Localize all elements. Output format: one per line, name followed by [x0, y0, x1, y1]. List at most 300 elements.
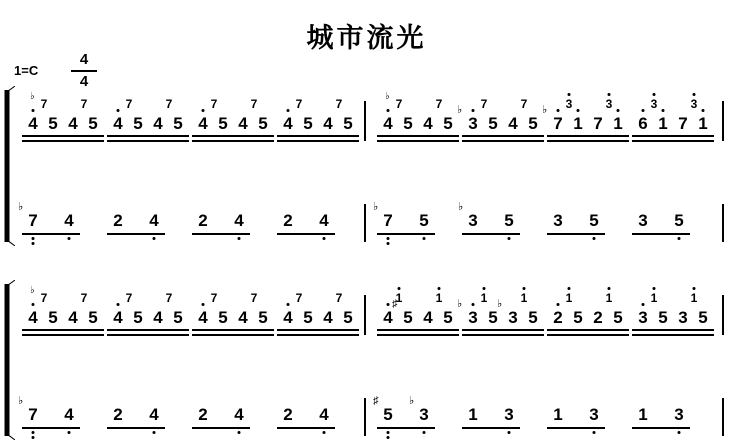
- note-digit: 4: [64, 211, 74, 230]
- sixteenth-beam: [22, 329, 104, 336]
- note-digit: 5: [303, 114, 313, 133]
- note: [146, 211, 162, 231]
- note-pair: [192, 405, 250, 429]
- beat-slot: [373, 395, 459, 429]
- octave-dot-below: [32, 431, 35, 434]
- note: [457, 104, 482, 134]
- note-digit: 5: [133, 114, 143, 133]
- eighth-beam: [107, 233, 165, 235]
- note-digit: 5: [258, 114, 268, 133]
- note: [497, 298, 522, 328]
- note: [435, 291, 457, 328]
- note-pair: [277, 211, 335, 235]
- note-pair-notes: [632, 405, 690, 425]
- measure: [377, 291, 714, 336]
- note-digit: 5: [443, 308, 453, 327]
- note-digit: 5: [443, 114, 453, 133]
- note-pair: [18, 201, 80, 235]
- beat-group: [377, 291, 459, 336]
- grace-note: [160, 98, 178, 110]
- note-pair: [632, 211, 690, 235]
- note: [194, 114, 212, 134]
- octave-dot-below: [323, 237, 326, 240]
- grace-note: [475, 98, 493, 110]
- note-pair: [458, 201, 520, 235]
- eighth-beam: [377, 233, 435, 235]
- octave-dot-below: [68, 431, 71, 434]
- beat-group: [457, 97, 544, 142]
- note: [416, 211, 432, 231]
- sixteenth-beam: [277, 329, 359, 336]
- grace-note: [685, 98, 703, 110]
- note: [250, 291, 272, 328]
- note: [690, 291, 712, 328]
- note-digit: 1: [698, 114, 708, 133]
- note-digit: 1: [553, 405, 563, 424]
- note: [280, 405, 296, 425]
- octave-dot-below: [387, 436, 390, 439]
- accidental-flat-icon: ♭: [457, 104, 463, 116]
- note: [586, 211, 602, 231]
- beat-group-notes: [192, 291, 274, 328]
- sixteenth-beam: [547, 135, 629, 142]
- octave-dot-above: [608, 93, 611, 96]
- note-pair: [547, 211, 605, 235]
- time-signature-denominator: 4: [79, 73, 89, 90]
- note: [674, 308, 692, 328]
- note: [231, 405, 247, 425]
- note: [165, 291, 187, 328]
- sixteenth-beam: [192, 135, 274, 142]
- grace-digit: 7: [435, 97, 443, 111]
- grace-digit: 7: [125, 97, 133, 111]
- note: [674, 114, 692, 134]
- octave-dot-below: [508, 237, 511, 240]
- octave-dot-above: [653, 93, 656, 96]
- note: [480, 291, 502, 328]
- note: [634, 308, 652, 328]
- grace-digit: 1: [480, 291, 488, 305]
- accidental-flat-icon: ♭: [409, 395, 415, 407]
- note: [650, 97, 672, 134]
- note: [61, 211, 77, 231]
- note-digit: 5: [698, 308, 708, 327]
- beat-slot: [547, 211, 629, 235]
- accidental-flat-icon: ♭: [18, 395, 24, 407]
- note-digit: 2: [198, 211, 208, 230]
- grace-note: [75, 292, 93, 304]
- note-digit: 3: [468, 211, 478, 230]
- grace-note: [685, 292, 703, 304]
- note-digit: 5: [303, 308, 313, 327]
- beat-group: [192, 97, 274, 142]
- grace-digit: 3: [650, 97, 658, 111]
- note: [319, 114, 337, 134]
- note-digit: 5: [133, 308, 143, 327]
- grace-digit: 7: [210, 291, 218, 305]
- barline: [722, 295, 724, 335]
- note: [30, 91, 62, 134]
- grace-digit: 7: [250, 97, 258, 111]
- note: [565, 291, 587, 328]
- octave-dot-below: [238, 237, 241, 240]
- beat-group: [192, 291, 274, 336]
- note-digit: 4: [153, 114, 163, 133]
- grace-digit: 7: [125, 291, 133, 305]
- grace-note: [30, 91, 53, 111]
- accidental-flat-icon: ♭: [458, 201, 464, 213]
- sixteenth-beam: [632, 329, 714, 336]
- note-digit: 5: [343, 114, 353, 133]
- barline: [364, 101, 366, 141]
- beat-group-notes: [277, 291, 359, 328]
- note-digit: 5: [173, 308, 183, 327]
- grace-note: [645, 98, 663, 110]
- grace-digit: 7: [295, 291, 303, 305]
- note-digit: 4: [283, 114, 293, 133]
- grace-digit: 1: [520, 291, 528, 305]
- note: [635, 211, 651, 231]
- octave-dot-below: [508, 431, 511, 434]
- note: [110, 405, 126, 425]
- grace-digit: 1: [435, 291, 443, 305]
- beat-group: [542, 97, 629, 142]
- grace-note: [290, 98, 308, 110]
- note-pair: [192, 211, 250, 235]
- eighth-beam: [277, 233, 335, 235]
- measure: [18, 395, 359, 429]
- beat-group: [107, 97, 189, 142]
- eighth-beam: [192, 233, 250, 235]
- beat-group-notes: [457, 291, 544, 328]
- note-pair: [547, 405, 605, 429]
- note-digit: 7: [28, 211, 38, 230]
- grace-digit: 1: [565, 291, 573, 305]
- note-digit: 4: [238, 114, 248, 133]
- note-digit: 4: [319, 211, 329, 230]
- note: [671, 405, 687, 425]
- note-digit: 5: [383, 405, 393, 424]
- octave-dot-below: [323, 431, 326, 434]
- key-signature: 1=C: [14, 63, 39, 78]
- octave-dot-below: [153, 431, 156, 434]
- octave-dot-below: [32, 237, 35, 240]
- note: [279, 308, 297, 328]
- grace-digit: 3: [565, 97, 573, 111]
- grace-note: [560, 98, 578, 110]
- octave-dot-above: [653, 287, 656, 290]
- melody-staff: [18, 285, 730, 336]
- grace-note: [560, 292, 578, 304]
- note-pair: [632, 405, 690, 429]
- barline: [722, 398, 724, 436]
- note-pair: [107, 405, 165, 429]
- sixteenth-beam: [547, 329, 629, 336]
- note-digit: 4: [283, 308, 293, 327]
- note: [385, 91, 417, 134]
- note: [458, 201, 481, 231]
- note: [149, 308, 167, 328]
- note-digit: 5: [658, 308, 668, 327]
- accidental-sharp-icon: ♯: [373, 395, 379, 407]
- beat-group: [22, 91, 104, 142]
- note: [18, 201, 41, 231]
- note: [379, 308, 397, 328]
- eighth-beam: [547, 427, 605, 429]
- grace-digit: 7: [80, 97, 88, 111]
- note: [392, 291, 417, 328]
- beat-group: [277, 97, 359, 142]
- note-digit: 2: [113, 211, 123, 230]
- grace-note: [515, 292, 533, 304]
- bass-staff: [18, 201, 730, 237]
- note-digit: 3: [468, 114, 478, 133]
- note-pair: [373, 201, 435, 235]
- grace-note: [30, 285, 53, 305]
- beat-slot: [277, 211, 359, 235]
- note-digit: 5: [488, 114, 498, 133]
- grace-note: [245, 292, 263, 304]
- note: [465, 405, 481, 425]
- note-pair-notes: [547, 405, 605, 425]
- note-pair-notes: [547, 211, 605, 231]
- accidental-flat-icon: ♭: [30, 91, 35, 102]
- grace-note: [120, 98, 138, 110]
- octave-dot-below: [593, 431, 596, 434]
- beat-group-notes: [22, 91, 104, 134]
- grace-digit: 7: [40, 97, 48, 111]
- accidental-flat-icon: ♭: [385, 91, 390, 102]
- note: [231, 211, 247, 231]
- note: [195, 211, 211, 231]
- octave-dot-above: [398, 287, 401, 290]
- grace-note: [330, 292, 348, 304]
- note: [409, 395, 432, 425]
- note: [635, 405, 651, 425]
- sixteenth-beam: [377, 135, 459, 142]
- grace-digit: 1: [690, 291, 698, 305]
- sixteenth-beam: [632, 135, 714, 142]
- sixteenth-beam: [462, 329, 544, 336]
- note: [234, 308, 252, 328]
- note: [605, 291, 627, 328]
- measure: [22, 285, 359, 336]
- note-digit: 2: [198, 405, 208, 424]
- note-pair-notes: [107, 211, 165, 231]
- sixteenth-beam: [277, 135, 359, 142]
- note: [542, 104, 567, 134]
- song-title: 城市流光: [306, 23, 427, 54]
- note-digit: 5: [218, 308, 228, 327]
- note-digit: 3: [419, 405, 429, 424]
- octave-dot-above: [438, 287, 441, 290]
- note-digit: 5: [48, 308, 58, 327]
- note: [295, 97, 317, 134]
- note-pair: [18, 395, 80, 429]
- note: [419, 114, 437, 134]
- note: [125, 97, 147, 134]
- grace-note: [645, 292, 663, 304]
- grace-digit: 3: [690, 97, 698, 111]
- beat-group-notes: [457, 97, 544, 134]
- grace-note: [160, 292, 178, 304]
- note-pair-notes: [458, 201, 520, 231]
- note-digit: 1: [573, 114, 583, 133]
- note-digit: 4: [28, 308, 38, 327]
- grace-digit: 1: [395, 291, 403, 305]
- note: [280, 211, 296, 231]
- beat-slot: [462, 405, 544, 429]
- sixteenth-beam: [107, 329, 189, 336]
- beat-slot: [458, 201, 544, 235]
- beat-slot: [107, 405, 189, 429]
- grace-digit: 1: [650, 291, 658, 305]
- accidental-sharp-icon: ♯: [392, 298, 398, 310]
- note: [24, 114, 42, 134]
- note-pair-notes: [632, 211, 690, 231]
- note-digit: 3: [508, 308, 518, 327]
- note: [419, 308, 437, 328]
- barline: [722, 204, 724, 242]
- beat-slot: [192, 405, 274, 429]
- note-digit: 5: [589, 211, 599, 230]
- grace-digit: 7: [480, 97, 488, 111]
- note-digit: 4: [198, 308, 208, 327]
- note-digit: 1: [468, 405, 478, 424]
- note: [61, 405, 77, 425]
- eighth-beam: [107, 427, 165, 429]
- eighth-beam: [632, 233, 690, 235]
- note: [650, 291, 672, 328]
- beat-slot: [632, 405, 714, 429]
- grace-note: [390, 292, 408, 304]
- octave-dot-below: [68, 237, 71, 240]
- note-digit: 5: [88, 114, 98, 133]
- barline: [364, 398, 366, 436]
- note-digit: 5: [528, 114, 538, 133]
- octave-dot-below: [387, 431, 390, 434]
- beat-group-notes: [632, 97, 714, 134]
- note-digit: 7: [28, 405, 38, 424]
- grace-note: [515, 98, 533, 110]
- note-pair-notes: [277, 211, 335, 231]
- note: [24, 308, 42, 328]
- note-digit: 3: [638, 308, 648, 327]
- note: [109, 114, 127, 134]
- note-digit: 4: [149, 405, 159, 424]
- grace-digit: 7: [80, 291, 88, 305]
- note: [146, 405, 162, 425]
- eighth-beam: [462, 233, 520, 235]
- note: [210, 97, 232, 134]
- note-digit: 4: [423, 308, 433, 327]
- grand-staff-system: [0, 280, 733, 445]
- note-digit: 4: [323, 114, 333, 133]
- eighth-beam: [277, 427, 335, 429]
- brace-icon: [2, 86, 15, 246]
- note: [550, 405, 566, 425]
- note: [64, 114, 82, 134]
- note: [80, 97, 102, 134]
- note-digit: 4: [383, 114, 393, 133]
- octave-dot-above: [693, 93, 696, 96]
- note-digit: 5: [573, 308, 583, 327]
- beat-group-notes: [547, 291, 629, 328]
- grace-digit: 3: [605, 97, 613, 111]
- note: [373, 395, 396, 425]
- grace-note: [475, 292, 493, 304]
- note: [605, 97, 627, 134]
- note-digit: 7: [383, 211, 393, 230]
- note: [549, 308, 567, 328]
- beat-group-notes: [377, 91, 459, 134]
- note-digit: 4: [198, 114, 208, 133]
- note: [316, 405, 332, 425]
- note: [110, 211, 126, 231]
- note-pair-notes: [277, 405, 335, 425]
- beat-group-notes: [632, 291, 714, 328]
- note-digit: 1: [638, 405, 648, 424]
- note: [125, 291, 147, 328]
- note: [234, 114, 252, 134]
- note: [250, 97, 272, 134]
- note-digit: 4: [383, 308, 393, 327]
- measure: [373, 395, 714, 429]
- note: [18, 395, 41, 425]
- note-digit: 4: [423, 114, 433, 133]
- note: [457, 298, 482, 328]
- note-digit: 3: [504, 405, 514, 424]
- grace-digit: 7: [250, 291, 258, 305]
- octave-dot-below: [678, 431, 681, 434]
- note: [520, 97, 542, 134]
- time-signature-numerator: 4: [71, 50, 97, 72]
- note-digit: 5: [528, 308, 538, 327]
- note-digit: 1: [613, 114, 623, 133]
- note-digit: 4: [238, 308, 248, 327]
- beat-group: [107, 291, 189, 336]
- eighth-beam: [192, 427, 250, 429]
- octave-dot-above: [523, 287, 526, 290]
- octave-dot-below: [387, 237, 390, 240]
- note: [210, 291, 232, 328]
- bass-staff: [18, 395, 730, 431]
- note-pair: [462, 405, 520, 429]
- octave-dot-below: [423, 431, 426, 434]
- note-digit: 3: [553, 211, 563, 230]
- accidental-flat-icon: ♭: [18, 201, 24, 213]
- beat-slot: [373, 201, 459, 235]
- note-digit: 5: [674, 211, 684, 230]
- measure: [373, 201, 714, 235]
- note-pair: [107, 211, 165, 235]
- grace-digit: 7: [40, 291, 48, 305]
- system-bracket: [2, 280, 15, 445]
- note-digit: 2: [283, 405, 293, 424]
- beat-group: [547, 291, 629, 336]
- note: [504, 114, 522, 134]
- grace-note: [600, 98, 618, 110]
- note-digit: 2: [113, 405, 123, 424]
- measure: [377, 91, 714, 142]
- barline: [364, 295, 366, 335]
- note-pair-notes: [192, 211, 250, 231]
- note: [550, 211, 566, 231]
- grace-note: [430, 292, 448, 304]
- barline: [722, 101, 724, 141]
- note-digit: 4: [153, 308, 163, 327]
- grace-digit: 1: [605, 291, 613, 305]
